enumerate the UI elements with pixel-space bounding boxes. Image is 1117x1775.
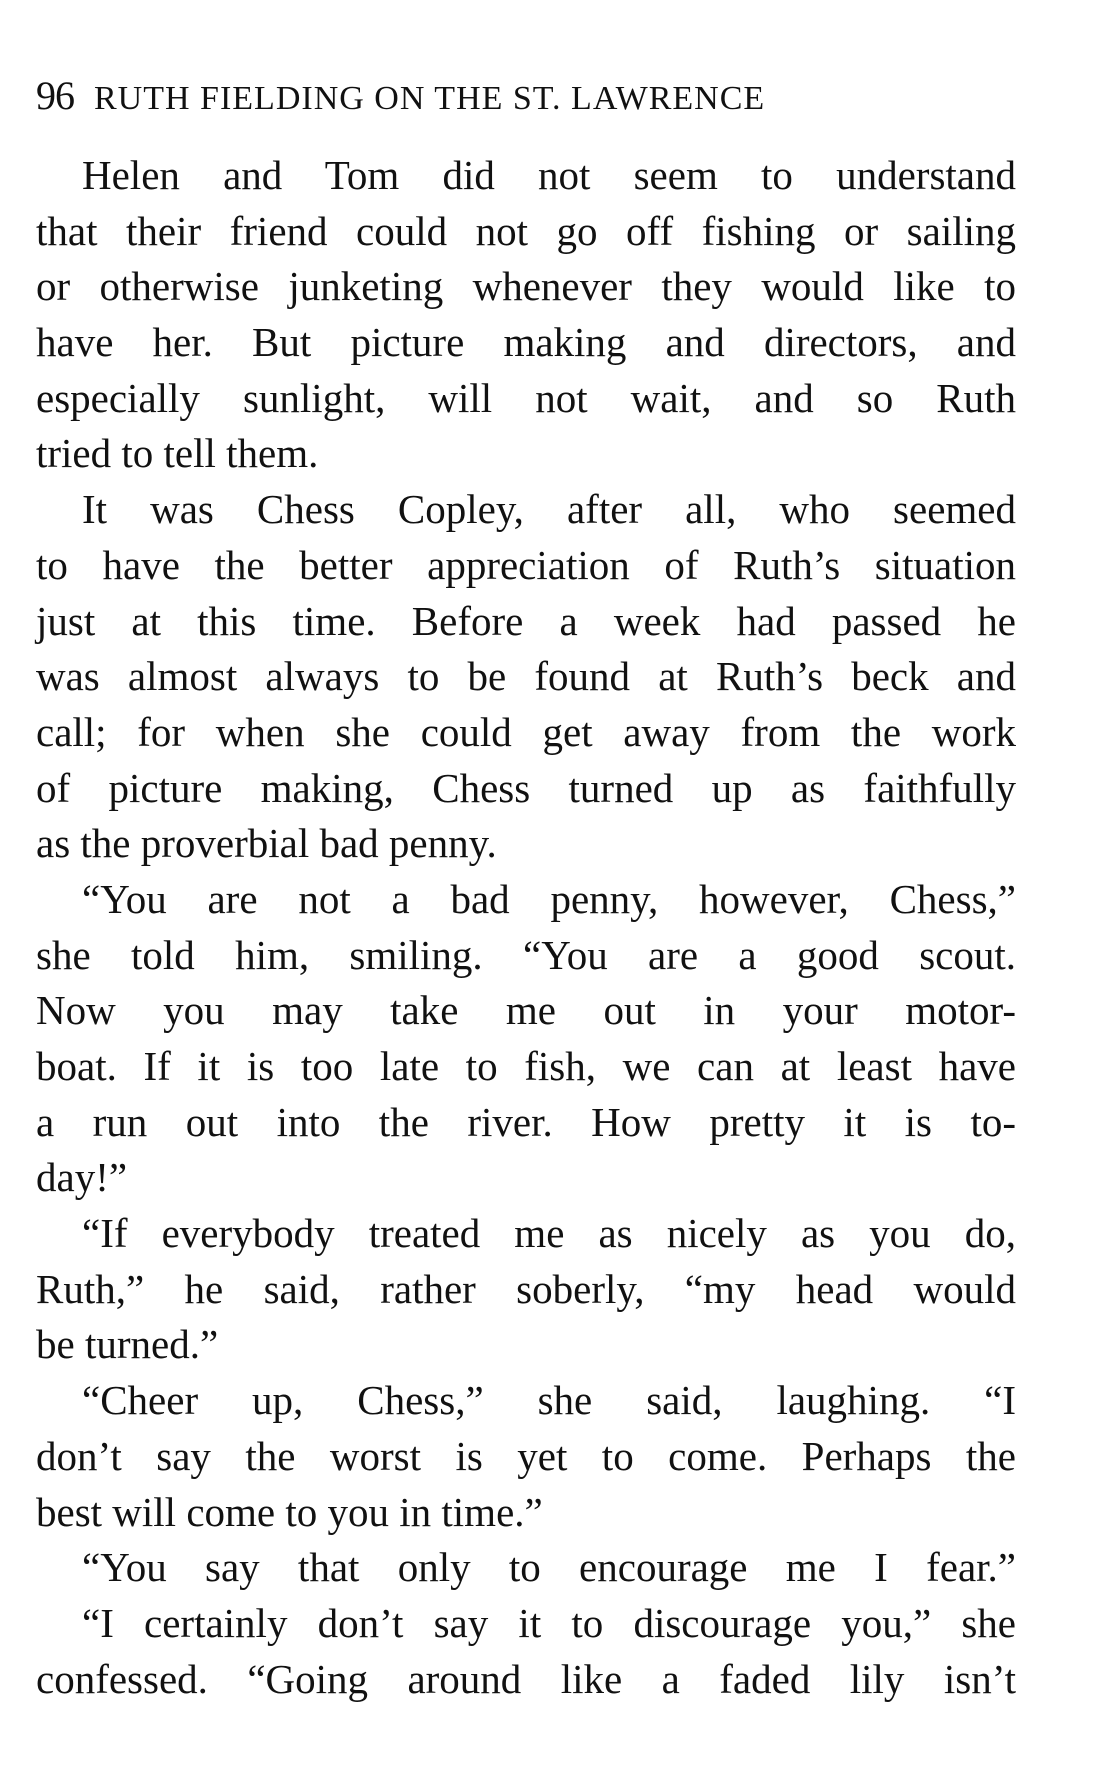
text-line: have her. But picture making and directors, and [36,319,1016,366]
text-line: best will come to you in time.” [36,1488,543,1535]
text-line: that their friend could not go off fishing or sailing [36,207,1016,254]
text-line: call; for when she could get away from the work [36,708,1016,755]
text-line: of picture making, Chess turned up as faithfully [36,764,1016,811]
text-line: don’t say the worst is yet to come. Perhaps the [36,1432,1016,1479]
running-title: RUTH FIELDING ON THE ST. LAWRENCE [94,80,766,117]
text-line: confessed. “Going around like a faded lily isn’t [36,1655,1016,1702]
text-line: Helen and Tom did not seem to understand [82,152,1016,198]
text-line: day!” [36,1154,128,1201]
text-line: “Cheer up, Chess,” she said, laughing. “I [82,1377,1016,1424]
text-line: just at this time. Before a week had passed he [36,597,1016,644]
body-text [36,148,1016,1707]
text-line: to have the better appreciation of Ruth’s situation [36,541,1016,588]
text-line: as the proverbial bad penny. [36,820,497,867]
text-line: It was Chess Copley, after all, who seemed [82,486,1016,533]
text-line: she told him, smiling. “You are a good scout. [36,931,1016,978]
text-line: “If everybody treated me as nicely as you do, [82,1210,1016,1257]
page-number: 96 [36,73,74,118]
text-line: was almost always to be found at Ruth’s beck and [36,653,1016,700]
text-line: “You say that only to encourage me I fear.” [82,1544,1016,1591]
text-line: tried to tell them. [36,430,319,477]
text-line: especially sunlight, will not wait, and so Ruth [36,374,1016,421]
text-line: boat. If it is too late to fish, we can at least have [36,1043,1016,1089]
text-line: “I certainly don’t say it to discourage you,” she [82,1599,1016,1646]
text-line: be turned.” [36,1321,219,1368]
text-line: or otherwise junketing whenever they would like to [36,263,1016,310]
text-line: a run out into the river. How pretty it is to- [36,1098,1016,1145]
text-line: Now you may take me out in your motor- [36,987,1016,1034]
running-head [36,72,936,116]
text-line: “You are not a bad penny, however, Chess,” [82,875,1016,922]
text-line: Ruth,” he said, rather soberly, “my head would [36,1265,1016,1312]
